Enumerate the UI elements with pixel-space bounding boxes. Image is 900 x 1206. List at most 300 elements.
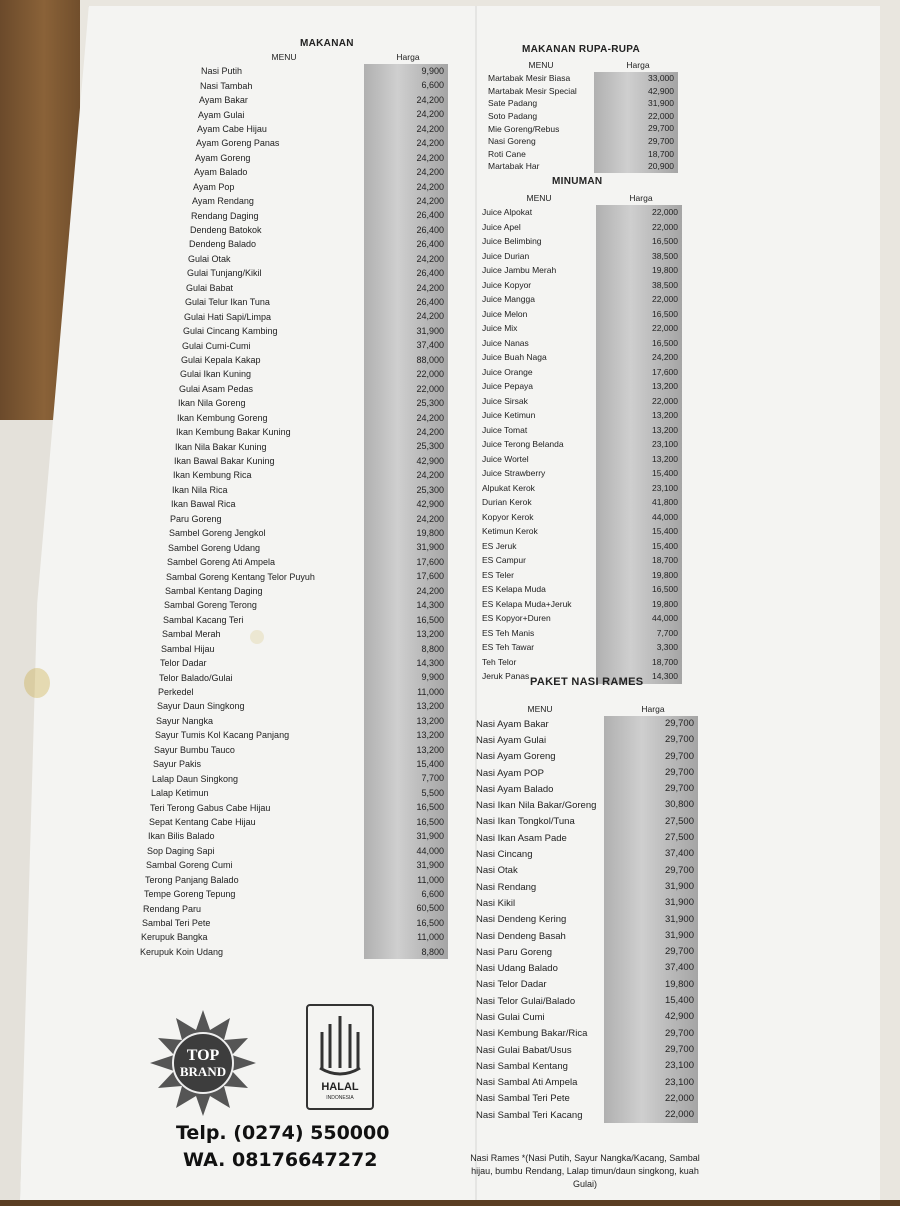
makanan-item-name: Perkedel [158, 687, 194, 698]
makanan-row [140, 266, 448, 280]
makanan-row [140, 64, 448, 78]
makanan-row [140, 526, 448, 540]
minuman-item-price: 13,200 [596, 423, 682, 438]
makanan-row [140, 714, 448, 728]
minuman-row [478, 278, 682, 293]
paket-row [472, 1091, 698, 1107]
minuman-item-name: Juice Kopyor [482, 279, 532, 290]
paket-item-name: Nasi Sambal Ati Ampela [476, 1077, 578, 1089]
rupa-title: MAKANAN RUPA-RUPA [522, 44, 641, 55]
paket-item-name: Nasi Dendeng Basah [476, 930, 566, 942]
makanan-item-price: 24,200 [364, 584, 448, 598]
minuman-item-price: 15,400 [596, 466, 682, 481]
makanan-item-name: Paru Goreng [170, 513, 222, 524]
paket-item-name: Nasi Ikan Asam Pade [476, 832, 567, 844]
minuman-row [478, 307, 682, 322]
makanan-item-name: Ikan Kembung Bakar Kuning [176, 427, 291, 438]
rupa-col-menu: MENU [528, 60, 554, 70]
makanan-item-price: 31,900 [364, 540, 448, 554]
makanan-item-price: 24,200 [364, 93, 448, 107]
minuman-item-price: 23,100 [596, 481, 682, 496]
paket-item-name: Nasi Telor Dadar [476, 979, 547, 991]
paket-item-price: 19,800 [604, 977, 698, 993]
minuman-item-name: ES Teh Tawar [482, 642, 535, 653]
minuman-item-price: 16,500 [596, 307, 682, 322]
makanan-item-price: 26,400 [364, 295, 448, 309]
paket-item-price: 31,900 [604, 879, 698, 895]
paket-row [472, 765, 698, 781]
makanan-item-name: Sambel Goreng Jengkol [169, 528, 266, 539]
minuman-row [478, 466, 682, 481]
minuman-item-name: ES Campur [482, 555, 526, 566]
paket-row [472, 749, 698, 765]
makanan-item-price: 13,200 [364, 627, 448, 641]
top-brand-logo [150, 1010, 256, 1116]
makanan-item-name: Gulai Tunjang/Kikil [187, 268, 262, 279]
rupa-col-harga: Harga [626, 60, 650, 70]
makanan-item-price: 9,900 [364, 64, 448, 78]
paket-row [472, 1026, 698, 1042]
rupa-rows [484, 72, 678, 173]
makanan-row [140, 815, 448, 829]
makanan-item-price: 24,200 [364, 194, 448, 208]
paket-item-name: Nasi Cincang [476, 849, 533, 861]
paket-item-name: Nasi Ikan Nila Bakar/Goreng [476, 800, 597, 812]
minuman-item-name: Juice Sirsak [482, 395, 528, 406]
paket-item-price: 29,700 [604, 863, 698, 879]
makanan-row [140, 873, 448, 887]
makanan-col-menu: MENU [271, 52, 297, 62]
makanan-item-price: 24,200 [364, 411, 448, 425]
rupa-item-price: 31,900 [594, 97, 678, 110]
minuman-item-name: ES Kelapa Muda+Jeruk [482, 598, 572, 609]
halal-text: HALAL [321, 1081, 359, 1093]
makanan-table [140, 52, 448, 959]
paket-item-price: 29,700 [604, 765, 698, 781]
makanan-item-name: Gulai Kepala Kakap [181, 354, 261, 365]
paket-row [472, 781, 698, 797]
minuman-row [478, 408, 682, 423]
makanan-item-price: 24,200 [364, 165, 448, 179]
minuman-row [478, 234, 682, 249]
minuman-item-price: 16,500 [596, 582, 682, 597]
paket-table [472, 704, 698, 1123]
stain-mark [24, 668, 50, 698]
makanan-item-price: 26,400 [364, 237, 448, 251]
makanan-item-price: 42,900 [364, 497, 448, 511]
makanan-item-price: 24,200 [364, 180, 448, 194]
makanan-item-price: 7,700 [364, 771, 448, 785]
rupa-item-name: Martabak Mesir Biasa [488, 73, 571, 84]
minuman-item-name: ES Kopyor+Duren [482, 613, 551, 624]
minuman-item-name: Juice Strawberry [482, 468, 546, 479]
whatsapp-number: WA. 08176647272 [183, 1149, 378, 1171]
paket-item-price: 31,900 [604, 895, 698, 911]
makanan-row [140, 454, 448, 468]
paket-item-name: Nasi Sambal Teri Kacang [476, 1109, 583, 1121]
paket-item-price: 23,100 [604, 1058, 698, 1074]
makanan-item-name: Dendeng Batokok [190, 225, 262, 236]
minuman-item-price: 13,200 [596, 408, 682, 423]
minuman-row [478, 510, 682, 525]
makanan-item-name: Sayur Daun Singkong [157, 701, 245, 712]
makanan-row [140, 512, 448, 526]
makanan-row [140, 584, 448, 598]
paket-row [472, 977, 698, 993]
minuman-item-price: 13,200 [596, 452, 682, 467]
minuman-row [478, 611, 682, 626]
minuman-item-name: Juice Mix [482, 323, 518, 334]
makanan-item-name: Kerupuk Bangka [141, 932, 208, 943]
minuman-item-name: ES Teler [482, 569, 514, 580]
minuman-item-price: 44,000 [596, 611, 682, 626]
paket-item-name: Nasi Otak [476, 865, 518, 877]
rupa-row [484, 110, 678, 123]
paket-item-name: Nasi Ayam POP [476, 767, 544, 779]
paket-item-price: 31,900 [604, 928, 698, 944]
minuman-item-price: 38,500 [596, 249, 682, 264]
minuman-item-price: 19,800 [596, 263, 682, 278]
makanan-row [140, 757, 448, 771]
paket-item-name: Nasi Paru Goreng [476, 946, 553, 958]
makanan-row [140, 194, 448, 208]
makanan-row [140, 555, 448, 569]
minuman-row [478, 249, 682, 264]
paket-row [472, 830, 698, 846]
minuman-row [478, 539, 682, 554]
makanan-item-price: 15,400 [364, 757, 448, 771]
makanan-item-name: Ayam Goreng [195, 152, 251, 163]
makanan-item-name: Gulai Cincang Kambing [183, 326, 278, 337]
makanan-item-price: 17,600 [364, 555, 448, 569]
makanan-item-name: Nasi Tambah [200, 80, 253, 91]
halal-icon [308, 1006, 372, 1108]
paket-item-name: Nasi Ayam Bakar [476, 718, 549, 730]
rupa-item-name: Martabak Mesir Special [488, 85, 577, 96]
makanan-row [140, 930, 448, 944]
paket-item-price: 30,800 [604, 797, 698, 813]
paket-item-name: Nasi Rendang [476, 881, 537, 893]
rupa-item-name: Roti Cane [488, 148, 526, 159]
makanan-item-price: 13,200 [364, 743, 448, 757]
rupa-item-price: 42,900 [594, 85, 678, 98]
minuman-row [478, 481, 682, 496]
makanan-item-name: Sambal Merah [162, 629, 221, 640]
minuman-item-price: 15,400 [596, 539, 682, 554]
minuman-row [478, 582, 682, 597]
makanan-row [140, 180, 448, 194]
makanan-item-name: Rendang Paru [143, 903, 202, 914]
makanan-item-price: 14,300 [364, 656, 448, 670]
paket-item-name: Nasi Ayam Goreng [476, 751, 556, 763]
makanan-item-price: 5,500 [364, 786, 448, 800]
makanan-item-name: Gulai Otak [188, 253, 231, 264]
makanan-item-name: Tempe Goreng Tepung [144, 889, 236, 900]
minuman-item-price: 16,500 [596, 234, 682, 249]
minuman-row [478, 423, 682, 438]
paket-item-name: Nasi Dendeng Kering [476, 914, 567, 926]
makanan-item-name: Gulai Cumi-Cumi [182, 340, 251, 351]
makanan-item-name: Sayur Pakis [153, 759, 202, 770]
makanan-item-name: Terong Panjang Balado [145, 874, 239, 885]
makanan-item-price: 22,000 [364, 382, 448, 396]
makanan-item-name: Gulai Telur Ikan Tuna [185, 297, 270, 308]
paket-item-name: Nasi Ikan Tongkol/Tuna [476, 816, 575, 828]
minuman-col-harga: Harga [629, 193, 653, 203]
minuman-row [478, 365, 682, 380]
makanan-item-price: 16,500 [364, 815, 448, 829]
minuman-item-price: 22,000 [596, 205, 682, 220]
makanan-item-price: 13,200 [364, 728, 448, 742]
rupa-item-name: Martabak Har [488, 161, 540, 172]
minuman-row [478, 437, 682, 452]
minuman-table [478, 193, 682, 684]
makanan-row [140, 627, 448, 641]
minuman-item-name: Kopyor Kerok [482, 511, 534, 522]
makanan-item-price: 24,200 [364, 107, 448, 121]
makanan-row [140, 916, 448, 930]
makanan-item-name: Sambel Goreng Ati Ampela [167, 557, 276, 568]
paket-row [472, 1042, 698, 1058]
makanan-item-name: Ikan Bilis Balado [148, 831, 215, 842]
paket-item-price: 29,700 [604, 732, 698, 748]
makanan-item-price: 44,000 [364, 844, 448, 858]
rupa-item-name: Nasi Goreng [488, 136, 536, 147]
makanan-item-name: Sop Daging Sapi [147, 845, 215, 856]
paket-item-price: 29,700 [604, 716, 698, 732]
makanan-row [140, 396, 448, 410]
rupa-row [484, 122, 678, 135]
minuman-item-name: Juice Pepaya [482, 381, 534, 392]
makanan-item-price: 24,200 [364, 252, 448, 266]
minuman-item-name: Jeruk Panas [482, 671, 530, 682]
makanan-item-price: 24,200 [364, 151, 448, 165]
paket-row [472, 797, 698, 813]
minuman-row [478, 379, 682, 394]
makanan-item-price: 31,900 [364, 858, 448, 872]
minuman-item-price: 22,000 [596, 394, 682, 409]
makanan-row [140, 122, 448, 136]
makanan-row [140, 237, 448, 251]
paket-item-price: 37,400 [604, 846, 698, 862]
makanan-item-name: Ikan Bawal Bakar Kuning [174, 456, 275, 467]
rupa-item-name: Mie Goreng/Rebus [488, 123, 560, 134]
makanan-row [140, 844, 448, 858]
paket-item-name: Nasi Sambal Teri Pete [476, 1093, 570, 1105]
makanan-row [140, 613, 448, 627]
minuman-item-name: Juice Buah Naga [482, 352, 547, 363]
minuman-item-price: 19,800 [596, 568, 682, 583]
makanan-item-name: Sambal Teri Pete [142, 918, 211, 929]
paket-row [472, 814, 698, 830]
rupa-row [484, 97, 678, 110]
makanan-row [140, 887, 448, 901]
makanan-item-name: Sambal Goreng Terong [164, 600, 257, 611]
minuman-row [478, 220, 682, 235]
minuman-row [478, 495, 682, 510]
makanan-row [140, 598, 448, 612]
rupa-row [484, 160, 678, 173]
makanan-row [140, 685, 448, 699]
paket-rows [472, 716, 698, 1123]
minuman-item-price: 22,000 [596, 220, 682, 235]
minuman-row [478, 336, 682, 351]
makanan-item-name: Ikan Nila Goreng [178, 398, 246, 409]
paket-item-name: Nasi Ayam Gulai [476, 734, 547, 746]
makanan-row [140, 208, 448, 222]
minuman-row [478, 568, 682, 583]
makanan-item-name: Rendang Daging [191, 210, 259, 221]
minuman-item-price: 24,200 [596, 350, 682, 365]
minuman-item-name: Juice Nanas [482, 337, 529, 348]
minuman-item-name: Durian Kerok [482, 497, 532, 508]
paket-row [472, 928, 698, 944]
paket-item-price: 29,700 [604, 944, 698, 960]
makanan-item-price: 16,500 [364, 800, 448, 814]
makanan-row [140, 281, 448, 295]
paket-row [472, 732, 698, 748]
makanan-item-price: 16,500 [364, 613, 448, 627]
makanan-item-price: 24,200 [364, 309, 448, 323]
paket-row [472, 1058, 698, 1074]
paket-row [472, 944, 698, 960]
makanan-row [140, 829, 448, 843]
paket-item-name: Nasi Udang Balado [476, 963, 558, 975]
makanan-item-price: 25,300 [364, 396, 448, 410]
makanan-item-price: 22,000 [364, 367, 448, 381]
makanan-item-name: Ikan Kembung Goreng [177, 412, 268, 423]
minuman-item-name: Juice Apel [482, 221, 521, 232]
makanan-row [140, 771, 448, 785]
makanan-row [140, 945, 448, 959]
rupa-item-price: 18,700 [594, 148, 678, 161]
paket-item-name: Nasi Gulai Cumi [476, 1011, 545, 1023]
minuman-item-price: 44,000 [596, 510, 682, 525]
minuman-item-name: Juice Durian [482, 250, 530, 261]
makanan-row [140, 901, 448, 915]
minuman-item-price: 18,700 [596, 655, 682, 670]
paket-row [472, 1075, 698, 1091]
makanan-item-price: 6,600 [364, 78, 448, 92]
makanan-item-name: Teri Terong Gabus Cabe Hijau [150, 802, 271, 813]
makanan-item-price: 24,200 [364, 122, 448, 136]
minuman-item-price: 19,800 [596, 597, 682, 612]
makanan-item-name: Kerupuk Koin Udang [140, 946, 224, 957]
minuman-item-name: ES Jeruk [482, 540, 517, 551]
paket-item-price: 27,500 [604, 830, 698, 846]
makanan-row [140, 569, 448, 583]
minuman-item-price: 22,000 [596, 292, 682, 307]
minuman-item-price: 23,100 [596, 437, 682, 452]
makanan-item-price: 24,200 [364, 468, 448, 482]
rupa-item-price: 29,700 [594, 122, 678, 135]
makanan-item-price: 26,400 [364, 223, 448, 237]
makanan-item-name: Ayam Balado [194, 167, 248, 178]
makanan-item-price: 6,600 [364, 887, 448, 901]
minuman-item-price: 15,400 [596, 524, 682, 539]
makanan-item-name: Sambal Goreng Cumi [146, 860, 233, 871]
minuman-item-name: Teh Telor [482, 656, 517, 667]
minuman-item-price: 18,700 [596, 553, 682, 568]
minuman-item-price: 13,200 [596, 379, 682, 394]
makanan-item-name: Ikan Kembung Rica [173, 470, 252, 481]
minuman-item-price: 38,500 [596, 278, 682, 293]
makanan-item-price: 25,300 [364, 483, 448, 497]
minuman-item-name: ES Kelapa Muda [482, 584, 546, 595]
makanan-row [140, 252, 448, 266]
paket-title: PAKET NASI RAMES [530, 676, 644, 688]
makanan-row [140, 324, 448, 338]
rupa-item-price: 33,000 [594, 72, 678, 85]
makanan-row [140, 483, 448, 497]
makanan-item-price: 31,900 [364, 829, 448, 843]
makanan-row [140, 353, 448, 367]
makanan-item-name: Gulai Hati Sapi/Limpa [184, 311, 272, 322]
minuman-item-name: Juice Alpokat [482, 207, 533, 218]
makanan-item-name: Sambel Goreng Udang [168, 542, 261, 553]
makanan-item-price: 25,300 [364, 439, 448, 453]
minuman-item-price: 17,600 [596, 365, 682, 380]
makanan-row [140, 439, 448, 453]
minuman-item-price: 14,300 [596, 669, 682, 684]
minuman-item-price: 16,500 [596, 336, 682, 351]
paket-item-price: 31,900 [604, 912, 698, 928]
makanan-row [140, 656, 448, 670]
minuman-item-name: Juice Mangga [482, 294, 535, 305]
makanan-row [140, 165, 448, 179]
makanan-item-name: Ayam Bakar [199, 95, 248, 106]
minuman-item-name: Juice Tomat [482, 424, 528, 435]
makanan-item-name: Ayam Goreng Panas [196, 138, 280, 149]
makanan-item-name: Ikan Bawal Rica [171, 499, 236, 510]
rupa-row [484, 85, 678, 98]
makanan-item-price: 11,000 [364, 873, 448, 887]
minuman-row [478, 597, 682, 612]
makanan-item-price: 37,400 [364, 338, 448, 352]
rupa-item-price: 22,000 [594, 110, 678, 123]
rupa-row [484, 72, 678, 85]
makanan-row [140, 107, 448, 121]
makanan-item-name: Sayur Tumis Kol Kacang Panjang [155, 730, 290, 741]
makanan-item-name: Ikan Nila Bakar Kuning [175, 441, 267, 452]
paket-item-price: 27,500 [604, 814, 698, 830]
makanan-row [140, 699, 448, 713]
makanan-item-name: Telor Dadar [160, 658, 207, 669]
makanan-item-price: 13,200 [364, 714, 448, 728]
makanan-item-price: 24,200 [364, 425, 448, 439]
makanan-item-price: 8,800 [364, 945, 448, 959]
makanan-item-name: Telor Balado/Gulai [159, 672, 233, 683]
paket-item-price: 22,000 [604, 1091, 698, 1107]
makanan-rows [140, 64, 448, 959]
minuman-row [478, 524, 682, 539]
makanan-item-price: 26,400 [364, 266, 448, 280]
makanan-row [140, 136, 448, 150]
makanan-item-name: Sambal Hijau [161, 643, 215, 654]
makanan-col-harga: Harga [396, 52, 420, 62]
makanan-title: MAKANAN [300, 38, 354, 49]
makanan-row [140, 468, 448, 482]
makanan-row [140, 93, 448, 107]
minuman-row [478, 655, 682, 670]
paket-item-name: Nasi Sambal Kentang [476, 1060, 568, 1072]
makanan-item-name: Sambal Kacang Teri [163, 614, 244, 625]
minuman-item-price: 41,800 [596, 495, 682, 510]
makanan-row [140, 670, 448, 684]
makanan-item-price: 11,000 [364, 930, 448, 944]
makanan-item-name: Sambal Goreng Kentang Telor Puyuh [166, 571, 315, 582]
makanan-item-price: 17,600 [364, 569, 448, 583]
